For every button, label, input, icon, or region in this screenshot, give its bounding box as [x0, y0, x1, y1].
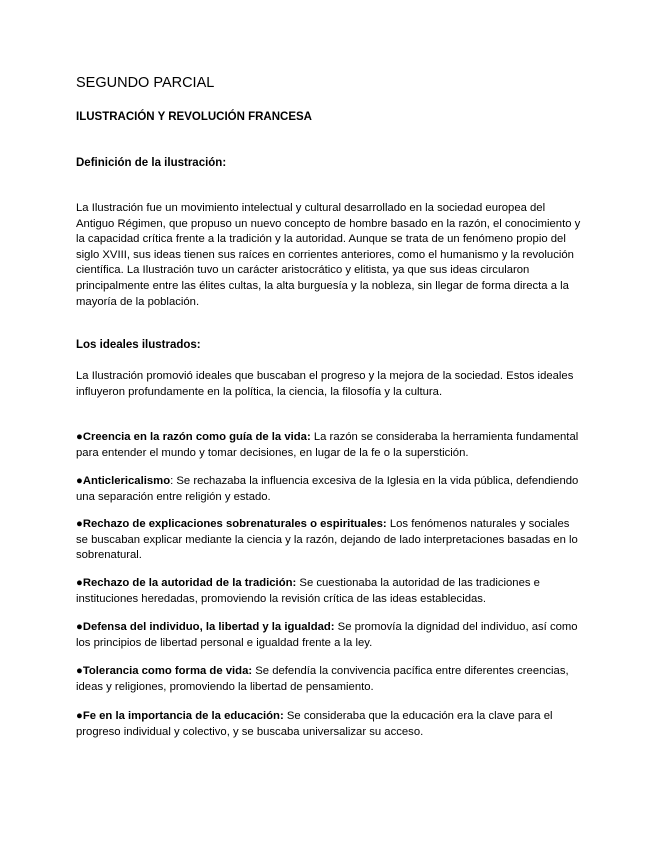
item-title: ●Rechazo de la autoridad de la tradición:: [76, 577, 297, 589]
list-item: [76, 576, 581, 607]
item-text: : Se rechazaba la influencia excesiva de la Iglesia en la vida pública, defendiendo una separación entre religión y estado.: [76, 475, 579, 503]
item-title: ●Tolerancia como forma de vida:: [76, 665, 253, 677]
list-item: [76, 709, 581, 740]
document-subtitle: ILUSTRACIÓN Y REVOLUCIÓN FRANCESA: [76, 111, 312, 123]
list-item: [76, 474, 581, 505]
list-item: [76, 430, 581, 461]
item-text: Se promovía la dignidad del individuo, así como los principios de libertad personal e igualdad frente a la ley.: [76, 621, 578, 649]
definition-paragraph: La Ilustración fue un movimiento intelectual y cultural desarrollado en la sociedad europea del Antiguo Régimen, que propuso un nuevo concepto de hombre basado en la razón, el conocimiento y la capacidad crítica frente a la tradición y la autoridad. Aunque se trata de un fenómeno propio del siglo XVIII, sus ideas tienen sus raíces en corrientes anteriores, como el humanismo y la revolución científica. La Ilustración tuvo un carácter aristocrático y elitista, ya que sus ideas circularon principalmente entre las élites cultas, la alta burguesía y la nobleza, sin llegar de forma directa a la mayoría de la población.: [76, 202, 581, 308]
definition-heading: Definición de la ilustración:: [76, 157, 227, 169]
item-text: Se defendía la convivencia pacífica entre diferentes creencias, ideas y religiones, promoviendo la libertad de pensamiento.: [76, 665, 569, 693]
item-title: ●Defensa del individuo, la libertad y la igualdad:: [76, 621, 335, 633]
list-item: [76, 664, 581, 695]
item-text: Se cuestionaba la autoridad de las tradiciones e instituciones heredadas, promoviendo la revisión crítica de las ideas establecidas.: [76, 577, 540, 605]
item-text: Se consideraba que la educación era la clave para el progreso individual y colectivo, y se buscaba universalizar su acceso.: [76, 710, 553, 738]
item-text: La razón se consideraba la herramienta fundamental para entender el mundo y tomar decisiones, en lugar de la fe o la superstición.: [76, 431, 579, 459]
item-title: ●Anticlericalismo: [76, 475, 171, 487]
item-text: Los fenómenos naturales y sociales se buscaban explicar mediante la ciencia y la razón, dejando de lado interpretaciones basadas en lo sobrenatural.: [76, 518, 578, 562]
item-title: ●Fe en la importancia de la educación:: [76, 710, 284, 722]
item-title: ●Rechazo de explicaciones sobrenaturales o espirituales:: [76, 518, 387, 530]
list-item: [76, 620, 581, 651]
list-item: [76, 517, 581, 564]
document-title: SEGUNDO PARCIAL: [76, 75, 215, 91]
ideals-heading: Los ideales ilustrados:: [76, 339, 201, 351]
ideals-intro: La Ilustración promovió ideales que buscaban el progreso y la mejora de la sociedad. Estos ideales influyeron profundamente en la política, la ciencia, la filosofía y la cultura.: [76, 370, 574, 398]
item-title: ●Creencia en la razón como guía de la vida:: [76, 431, 311, 443]
